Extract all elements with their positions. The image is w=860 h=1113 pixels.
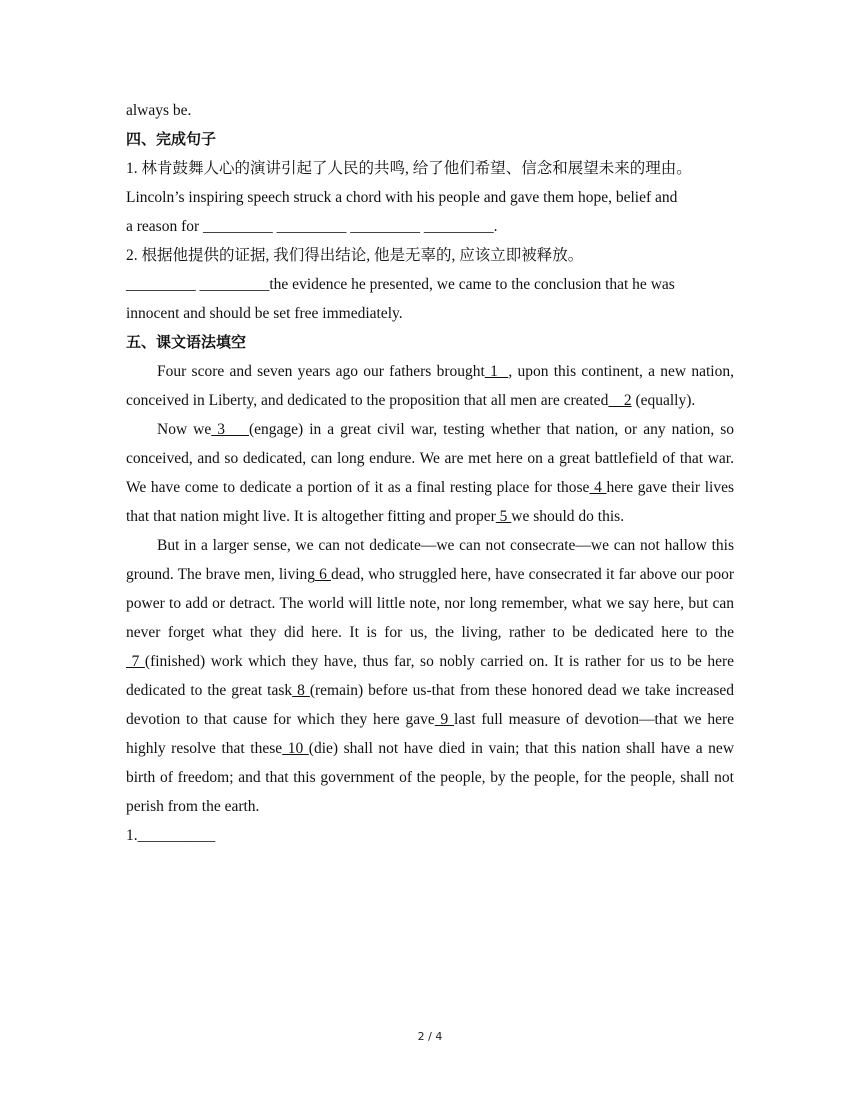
question-2-chinese: 2. 根据他提供的证据, 我们得出结论, 他是无辜的, 应该立即被释放。 bbox=[126, 247, 584, 264]
page-number: 2 / 4 bbox=[417, 1030, 443, 1043]
blank-10: 10 bbox=[282, 740, 309, 757]
blank-2: 2 bbox=[608, 392, 632, 409]
passage-text: (die) shall not have died in vain; that this nation shall have a new birth of freedom; and that this government of the people, by the people, for the people, shall not perish from the earth. bbox=[126, 740, 735, 815]
passage-text: But in a larger sense, we can not dedicate—we can not consecrate—we can not hallow this ground. The brave men, living bbox=[126, 537, 734, 583]
passage-text: we should do this. bbox=[511, 508, 625, 525]
question-2-english-text: the evidence he presented, we came to the conclusion that he was bbox=[269, 276, 675, 293]
passage-paragraph-3 bbox=[126, 531, 734, 821]
continued-text: always be. bbox=[126, 102, 192, 119]
passage-paragraph-2 bbox=[126, 415, 734, 531]
blank-5: 5 bbox=[495, 508, 512, 525]
blank-4: 4 bbox=[589, 479, 607, 496]
question-1-english-line1: Lincoln’s inspiring speech struck a chord with his people and gave them hope, belief and bbox=[126, 189, 678, 206]
question-2-english-line1 bbox=[126, 270, 734, 299]
passage-text: , upon this continent, a new nation, conceived in Liberty, and dedicated to the proposition that all men are created bbox=[126, 363, 734, 409]
blank-9: 9 bbox=[434, 711, 455, 728]
question-1-english-line2: a reason for _________ _________ _________ _________. bbox=[126, 218, 498, 235]
answer-line-1: 1.__________ bbox=[126, 827, 216, 844]
question-1-chinese: 1. 林肯鼓舞人心的演讲引起了人民的共鸣, 给了他们希望、信念和展望未来的理由。 bbox=[126, 160, 692, 177]
blank-6: 6 bbox=[315, 566, 331, 583]
passage-text: last full measure of devotion—that we here highly resolve that these bbox=[126, 711, 734, 757]
document-page bbox=[126, 96, 734, 850]
passage-text: Now we bbox=[157, 421, 212, 438]
passage-text: here gave their lives that that nation might live. It is altogether fitting and proper bbox=[126, 479, 734, 525]
passage-text: Four score and seven years ago our fathers brought bbox=[157, 363, 485, 380]
blank-1: 1 bbox=[484, 363, 509, 380]
blank-7: 7 bbox=[126, 653, 145, 670]
section-heading-grammar-fill: 五、课文语法填空 bbox=[126, 333, 247, 351]
passage-text: (equally). bbox=[631, 392, 696, 409]
passage-paragraph-1 bbox=[126, 357, 734, 415]
passage-text: (finished) work which they have, thus far, so nobly carried on. It is rather for us to be here dedicated to the great task bbox=[126, 653, 735, 699]
passage-text: (engage) in a great civil war, testing whether that nation, or any nation, so conceived, and so dedicated, can long endure. We are met here on a great battlefield of that war. We have come to dedicate a portion of it as a final resting place for those bbox=[126, 421, 735, 496]
section-heading-complete-sentences: 四、完成句子 bbox=[126, 130, 217, 148]
question-2-blanks: _________ _________ bbox=[126, 276, 270, 293]
blank-3: 3 bbox=[211, 421, 249, 438]
passage-text: (remain) before us-that from these honored dead we take increased devotion to that cause for which they here gave bbox=[126, 682, 735, 728]
passage-text: dead, who struggled here, have consecrated it far above our poor power to add or detract. The world will little note, nor long remember, what we say here, but can never forget what they did here. It is for us, the living, rather to be dedicated here to the bbox=[126, 566, 734, 641]
blank-8: 8 bbox=[292, 682, 310, 699]
question-2-english-line2: innocent and should be set free immediately. bbox=[126, 305, 403, 322]
